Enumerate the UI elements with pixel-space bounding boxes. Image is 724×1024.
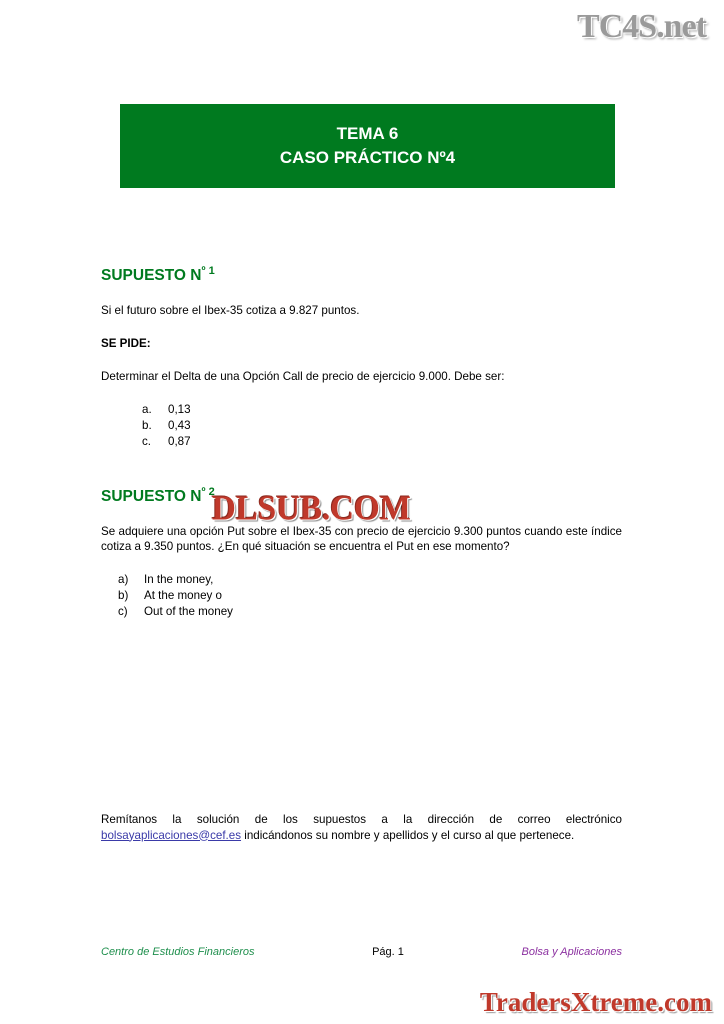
choice-text: 0,43 (168, 419, 191, 433)
supuesto1-choice-list (142, 402, 622, 450)
contact-note-before: Remítanos la solución de los supuestos a la dirección de correo electrónico (101, 813, 622, 826)
spacer (101, 450, 622, 486)
watermark-top-right: TC4S.net (577, 8, 706, 45)
choice-text: At the money o (144, 589, 222, 603)
supuesto2-choice-list (118, 572, 622, 620)
watermark-bottom-right: TradersXtreme.com (479, 987, 712, 1017)
supuesto1-question: Determinar el Delta de una Opción Call de precio de ejercicio 9.000. Debe ser: (101, 370, 505, 384)
choice-text: 0,13 (168, 403, 191, 417)
banner-line-1: TEMA 6 (336, 124, 399, 143)
watermark-middle: DLSUB.COM (212, 490, 411, 528)
list-item (142, 434, 622, 450)
banner-line-2: CASO PRÁCTICO Nº4 (279, 148, 456, 167)
section-heading-2-text: SUPUESTO N (101, 488, 202, 506)
choice-text: Out of the money (144, 605, 233, 619)
title-banner (120, 104, 615, 188)
contact-note (101, 812, 622, 843)
section-heading-1-sup: º 1 (201, 265, 215, 277)
choice-marker: b) (118, 589, 129, 603)
document-body (101, 265, 622, 620)
list-item (118, 572, 622, 588)
footer-institution: Centro de Estudios Financieros (101, 946, 255, 958)
supuesto1-intro: Si el futuro sobre el Ibex-35 cotiza a 9.827 puntos. (101, 304, 360, 318)
section-heading-1-text: SUPUESTO N (101, 267, 202, 285)
page-footer (101, 946, 622, 958)
footer-page-number: Pág. 1 (372, 946, 404, 958)
list-item (142, 418, 622, 434)
contact-note-after: indicándonos su nombre y apellidos y el curso al que pertenece. (241, 828, 575, 842)
list-item (118, 588, 622, 604)
email-link[interactable]: bolsayaplicaciones@cef.es (101, 828, 242, 842)
choice-marker: c) (118, 605, 128, 619)
section-heading-1 (101, 265, 622, 285)
section-heading-2-sup: º 2 (201, 486, 215, 499)
choice-marker: a. (142, 403, 152, 417)
list-item (142, 402, 622, 418)
footer-course: Bolsa y Aplicaciones (521, 946, 622, 958)
list-item (118, 604, 622, 620)
choice-marker: a) (118, 573, 129, 587)
choice-marker: c. (142, 435, 152, 449)
supuesto1-se-pide-label: SE PIDE: (101, 337, 151, 351)
supuesto2-question: Se adquiere una opción Put sobre el Ibex-35 con precio de ejercicio 9.300 puntos cuando este índice cotiza a 9.350 puntos. ¿En qué situación se encuentra el Put en ese momento? (101, 525, 622, 554)
choice-marker: b. (142, 419, 152, 433)
choice-text: In the money, (144, 573, 214, 587)
choice-text: 0,87 (168, 435, 191, 449)
